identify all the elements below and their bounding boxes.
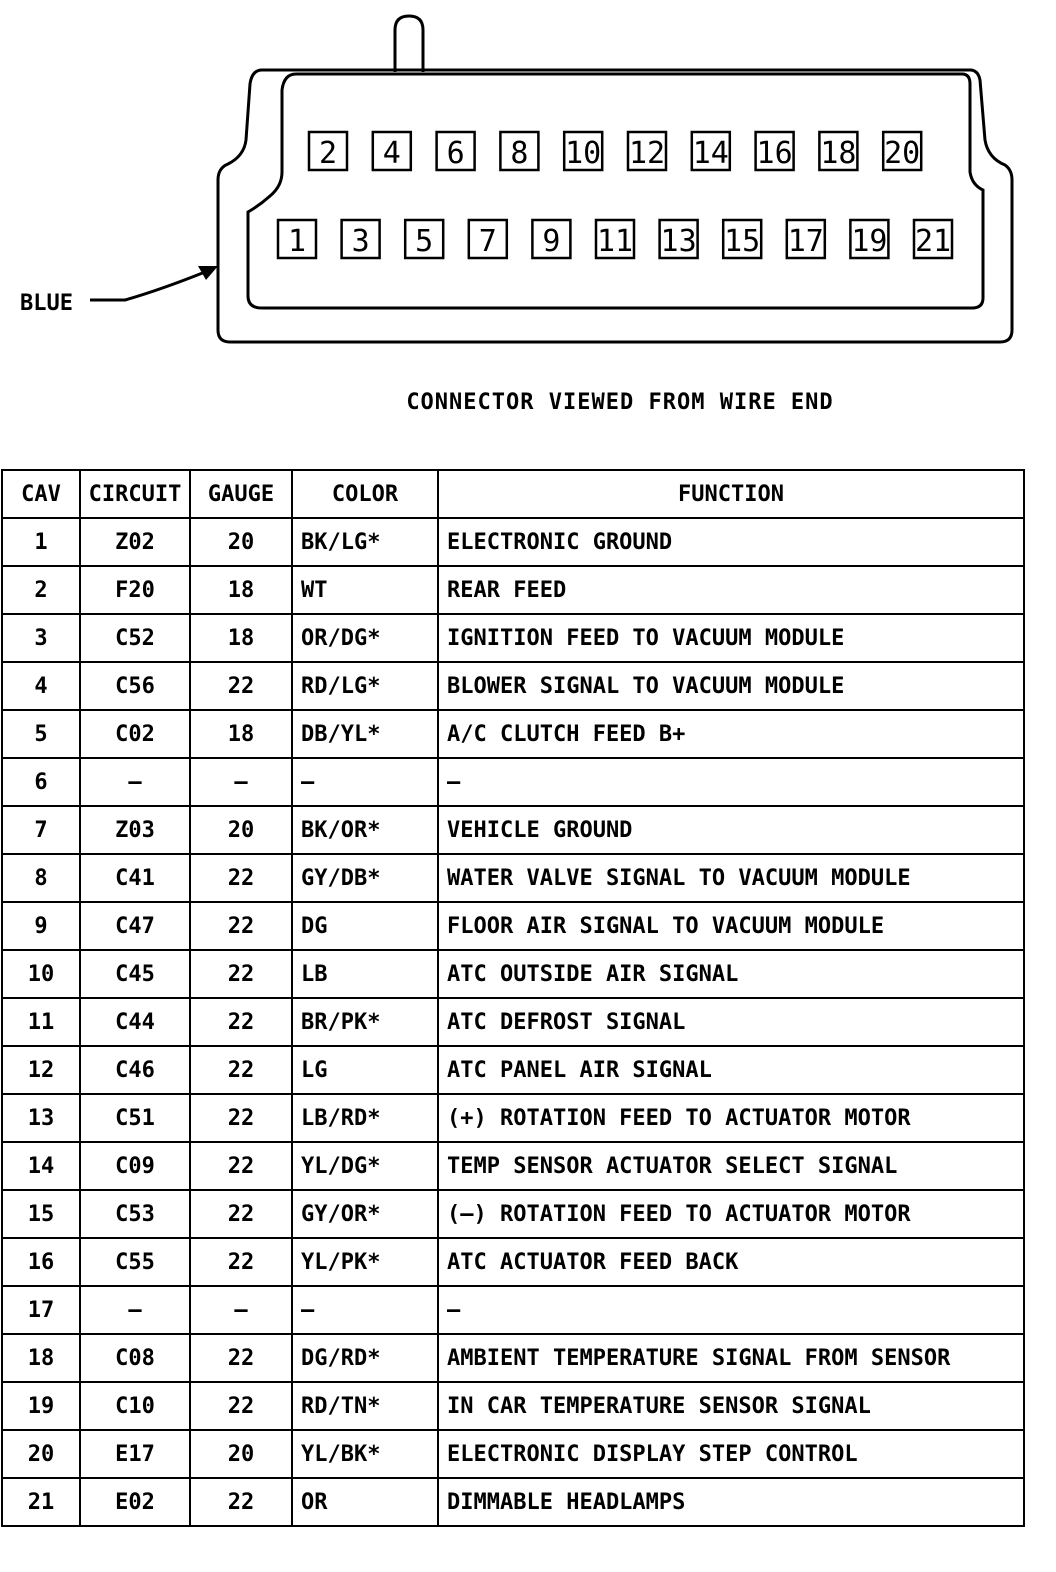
cell-cav: 15	[2, 1190, 80, 1238]
cell-function: ATC PANEL AIR SIGNAL	[438, 1046, 1024, 1094]
table-row	[2, 1382, 1024, 1430]
cell-gauge: 18	[190, 566, 292, 614]
cell-function: TEMP SENSOR ACTUATOR SELECT SIGNAL	[438, 1142, 1024, 1190]
cell-gauge: 22	[190, 1382, 292, 1430]
cell-function: BLOWER SIGNAL TO VACUUM MODULE	[438, 662, 1024, 710]
cell-gauge: 22	[190, 1094, 292, 1142]
cell-cav: 7	[2, 806, 80, 854]
table-row	[2, 1478, 1024, 1526]
cell-cav: 9	[2, 902, 80, 950]
cell-color: —	[292, 1286, 438, 1334]
cell-color: —	[292, 758, 438, 806]
table-row	[2, 1286, 1024, 1334]
cell-circuit: —	[80, 1286, 190, 1334]
cell-color: GY/OR*	[292, 1190, 438, 1238]
pin-9-label: 9	[542, 224, 561, 259]
bottom-row-pins	[278, 220, 952, 259]
cell-color: BK/OR*	[292, 806, 438, 854]
cell-function: ATC OUTSIDE AIR SIGNAL	[438, 950, 1024, 998]
pin-18-label: 18	[820, 136, 857, 171]
cell-gauge: 22	[190, 950, 292, 998]
cell-color: LB/RD*	[292, 1094, 438, 1142]
cell-cav: 12	[2, 1046, 80, 1094]
table-row	[2, 710, 1024, 758]
connector-caption: CONNECTOR VIEWED FROM WIRE END	[406, 390, 834, 415]
cell-function: ATC ACTUATOR FEED BACK	[438, 1238, 1024, 1286]
cell-cav: 21	[2, 1478, 80, 1526]
table-row	[2, 998, 1024, 1046]
cell-circuit: F20	[80, 566, 190, 614]
cell-function: WATER VALVE SIGNAL TO VACUUM MODULE	[438, 854, 1024, 902]
cell-function: ELECTRONIC DISPLAY STEP CONTROL	[438, 1430, 1024, 1478]
table-row	[2, 1238, 1024, 1286]
table-row	[2, 614, 1024, 662]
top-row-pins	[309, 132, 921, 171]
cell-function: ATC DEFROST SIGNAL	[438, 998, 1024, 1046]
connector-latch	[395, 16, 423, 72]
cell-gauge: 22	[190, 854, 292, 902]
cell-gauge: 22	[190, 1238, 292, 1286]
table-row	[2, 1094, 1024, 1142]
cell-circuit: C47	[80, 902, 190, 950]
cell-color: BR/PK*	[292, 998, 438, 1046]
cell-color: LB	[292, 950, 438, 998]
table-row	[2, 518, 1024, 566]
header-function: FUNCTION	[438, 470, 1024, 518]
cell-color: RD/LG*	[292, 662, 438, 710]
cell-color: YL/DG*	[292, 1142, 438, 1190]
pin-5-label: 5	[415, 224, 434, 259]
cell-function: VEHICLE GROUND	[438, 806, 1024, 854]
connector-color-pointer	[90, 272, 205, 300]
cell-gauge: 22	[190, 902, 292, 950]
cell-gauge: 18	[190, 710, 292, 758]
pin-13-label: 13	[660, 224, 697, 259]
cell-function: ELECTRONIC GROUND	[438, 518, 1024, 566]
pin-7-label: 7	[478, 224, 497, 259]
cell-cav: 11	[2, 998, 80, 1046]
pinout-table	[1, 469, 1025, 1527]
cell-function: DIMMABLE HEADLAMPS	[438, 1478, 1024, 1526]
cell-cav: 4	[2, 662, 80, 710]
pin-2-label: 2	[318, 136, 338, 171]
cell-circuit: C51	[80, 1094, 190, 1142]
table-row	[2, 566, 1024, 614]
pin-16-label: 16	[756, 136, 793, 171]
cell-color: YL/PK*	[292, 1238, 438, 1286]
table-row	[2, 758, 1024, 806]
pin-8-label: 8	[510, 136, 529, 171]
cell-gauge: —	[190, 758, 292, 806]
cell-color: YL/BK*	[292, 1430, 438, 1478]
cell-circuit: C09	[80, 1142, 190, 1190]
cell-color: DB/YL*	[292, 710, 438, 758]
cell-color: DG/RD*	[292, 1334, 438, 1382]
cell-cav: 14	[2, 1142, 80, 1190]
cell-gauge: 22	[190, 1046, 292, 1094]
cell-color: BK/LG*	[292, 518, 438, 566]
cell-cav: 10	[2, 950, 80, 998]
cell-cav: 19	[2, 1382, 80, 1430]
cell-circuit: C52	[80, 614, 190, 662]
cell-cav: 20	[2, 1430, 80, 1478]
header-gauge: GAUGE	[190, 470, 292, 518]
table-row	[2, 1142, 1024, 1190]
cell-gauge: 22	[190, 1478, 292, 1526]
cell-gauge: 22	[190, 1142, 292, 1190]
cell-gauge: 22	[190, 662, 292, 710]
cell-cav: 17	[2, 1286, 80, 1334]
table-row	[2, 1334, 1024, 1382]
pin-14-label: 14	[692, 136, 729, 171]
pin-20-label: 20	[884, 136, 921, 171]
pin-21-label: 21	[914, 224, 952, 259]
pin-1-label: 1	[287, 224, 307, 259]
cell-gauge: 22	[190, 1334, 292, 1382]
cell-color: DG	[292, 902, 438, 950]
cell-circuit: Z02	[80, 518, 190, 566]
cell-function: —	[438, 1286, 1024, 1334]
cell-color: LG	[292, 1046, 438, 1094]
table-row	[2, 950, 1024, 998]
pin-10-label: 10	[565, 136, 602, 171]
cell-circuit: C45	[80, 950, 190, 998]
cell-circuit: C08	[80, 1334, 190, 1382]
cell-function: FLOOR AIR SIGNAL TO VACUUM MODULE	[438, 902, 1024, 950]
table-row	[2, 902, 1024, 950]
cell-circuit: —	[80, 758, 190, 806]
cell-circuit: C46	[80, 1046, 190, 1094]
cell-cav: 3	[2, 614, 80, 662]
cell-gauge: 22	[190, 998, 292, 1046]
cell-function: (+) ROTATION FEED TO ACTUATOR MOTOR	[438, 1094, 1024, 1142]
connector-diagram	[0, 0, 1056, 440]
cell-cav: 6	[2, 758, 80, 806]
pin-11-label: 11	[596, 224, 634, 259]
cell-cav: 13	[2, 1094, 80, 1142]
pin-15-label: 15	[724, 224, 761, 259]
table-row	[2, 806, 1024, 854]
table-row	[2, 662, 1024, 710]
connector-color-label: BLUE	[20, 291, 73, 316]
cell-function: IGNITION FEED TO VACUUM MODULE	[438, 614, 1024, 662]
table-row	[2, 1430, 1024, 1478]
table-body	[2, 518, 1024, 1526]
pin-19-label: 19	[851, 224, 888, 259]
cell-cav: 16	[2, 1238, 80, 1286]
connector-housing-inner	[248, 74, 983, 308]
cell-circuit: C02	[80, 710, 190, 758]
cell-color: OR	[292, 1478, 438, 1526]
cell-circuit: Z03	[80, 806, 190, 854]
cell-circuit: E02	[80, 1478, 190, 1526]
cell-gauge: 18	[190, 614, 292, 662]
connector-housing-outer	[218, 70, 1012, 342]
cell-cav: 8	[2, 854, 80, 902]
cell-circuit: C53	[80, 1190, 190, 1238]
cell-gauge: 20	[190, 1430, 292, 1478]
table-header-row	[2, 470, 1024, 518]
cell-cav: 1	[2, 518, 80, 566]
pin-17-label: 17	[787, 224, 824, 259]
cell-circuit: C10	[80, 1382, 190, 1430]
cell-gauge: 20	[190, 518, 292, 566]
header-circuit: CIRCUIT	[80, 470, 190, 518]
cell-color: GY/DB*	[292, 854, 438, 902]
cell-circuit: C44	[80, 998, 190, 1046]
cell-function: AMBIENT TEMPERATURE SIGNAL FROM SENSOR	[438, 1334, 1024, 1382]
cell-function: REAR FEED	[438, 566, 1024, 614]
pin-3-label: 3	[351, 224, 370, 259]
cell-function: (—) ROTATION FEED TO ACTUATOR MOTOR	[438, 1190, 1024, 1238]
cell-function: —	[438, 758, 1024, 806]
cell-cav: 2	[2, 566, 80, 614]
cell-gauge: —	[190, 1286, 292, 1334]
pin-12-label: 12	[628, 136, 666, 171]
cell-circuit: E17	[80, 1430, 190, 1478]
table-row	[2, 1046, 1024, 1094]
pin-6-label: 6	[446, 136, 465, 171]
cell-gauge: 22	[190, 1190, 292, 1238]
pin-4-label: 4	[382, 136, 401, 171]
table-row	[2, 854, 1024, 902]
cell-circuit: C55	[80, 1238, 190, 1286]
header-cav: CAV	[2, 470, 80, 518]
cell-cav: 5	[2, 710, 80, 758]
cell-color: RD/TN*	[292, 1382, 438, 1430]
cell-color: OR/DG*	[292, 614, 438, 662]
cell-color: WT	[292, 566, 438, 614]
cell-cav: 18	[2, 1334, 80, 1382]
cell-circuit: C41	[80, 854, 190, 902]
cell-circuit: C56	[80, 662, 190, 710]
cell-function: A/C CLUTCH FEED B+	[438, 710, 1024, 758]
cell-gauge: 20	[190, 806, 292, 854]
header-color: COLOR	[292, 470, 438, 518]
table-row	[2, 1190, 1024, 1238]
cell-function: IN CAR TEMPERATURE SENSOR SIGNAL	[438, 1382, 1024, 1430]
